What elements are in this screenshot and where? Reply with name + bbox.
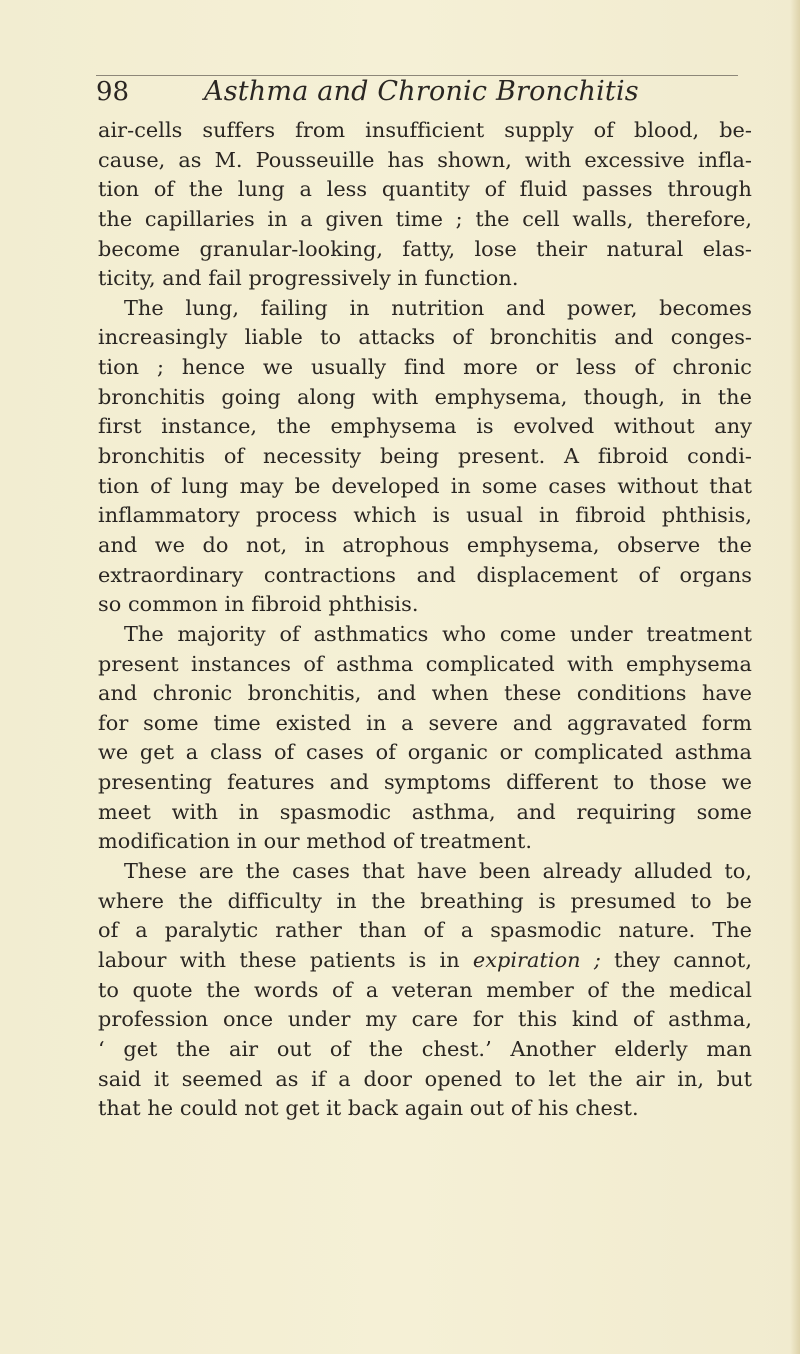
text-segment: labour with these patients is in [98, 947, 473, 972]
text-line: and we do not, in atrophous emphysema, observe the [98, 532, 752, 557]
text-line-with-emphasis [98, 946, 752, 976]
text-line: to quote the words of a veteran member of the medical [98, 977, 752, 1002]
text-line: we get a class of cases of organic or complicated asthma [98, 740, 752, 765]
paragraph-start: The majority of asthmatics who come under treatment [124, 621, 752, 646]
text-line: cause, as M. Pousseuille has shown, with excessive infla- [98, 147, 752, 172]
text-line: of a paralytic rather than of a spasmodic nature. The [98, 918, 752, 943]
running-title: Asthma and Chronic Bronchitis [204, 76, 639, 107]
text-line: and chronic bronchitis, and when these conditions have [98, 681, 752, 706]
text-line: extraordinary contractions and displacement of organs [98, 562, 752, 587]
text-line: that he could not get it back again out of his chest. [98, 1096, 639, 1121]
emphasized-text: expiration ; [472, 947, 601, 972]
text-line: increasingly liable to attacks of bronchitis and conges- [98, 325, 752, 350]
text-line: ‘ get the air out of the chest.’ Another elderly man [98, 1036, 752, 1061]
text-line: where the difficulty in the breathing is presumed to be [98, 888, 752, 913]
text-line: inflammatory process which is usual in fibroid phthisis, [98, 503, 752, 528]
text-line: so common in fibroid phthisis. [98, 592, 419, 617]
page-number: 98 [96, 77, 130, 107]
text-line: air-cells suffers from insufficient supply of blood, be- [98, 118, 752, 142]
text-line: become granular-looking, fatty, lose their natural elas- [98, 236, 752, 261]
body-text [98, 116, 752, 1124]
text-line: present instances of asthma complicated with emphysema [98, 651, 752, 676]
text-line: presenting features and symptoms different to those we [98, 770, 752, 795]
text-line: first instance, the emphysema is evolved without any [98, 414, 752, 439]
text-line: the capillaries in a given time ; the cell walls, therefore, [98, 206, 752, 231]
paragraph-start: These are the cases that have been already alluded to, [124, 859, 752, 884]
running-header [96, 70, 738, 114]
text-line: meet with in spasmodic asthma, and requiring some [98, 799, 752, 824]
text-line: tion of the lung a less quantity of fluid passes through [98, 177, 752, 202]
page-edge-shadow [790, 0, 800, 1354]
text-line: said it seemed as if a door opened to let the air in, but [98, 1066, 752, 1091]
text-line: bronchitis of necessity being present. A fibroid condi- [98, 444, 752, 469]
text-line: profession once under my care for this kind of asthma, [98, 1007, 752, 1032]
text-line: modification in our method of treatment. [98, 829, 533, 854]
text-segment: they cannot, [600, 947, 752, 972]
text-line: tion of lung may be developed in some cases without that [98, 473, 752, 498]
paragraph-start: The lung, failing in nutrition and power, becomes [124, 295, 752, 320]
text-line: for some time existed in a severe and aggravated form [98, 710, 752, 735]
text-line: tion ; hence we usually find more or less of chronic [98, 355, 752, 380]
text-line: bronchitis going along with emphysema, though, in the [98, 384, 752, 409]
text-line: ticity, and fail progressively in function. [98, 266, 519, 291]
